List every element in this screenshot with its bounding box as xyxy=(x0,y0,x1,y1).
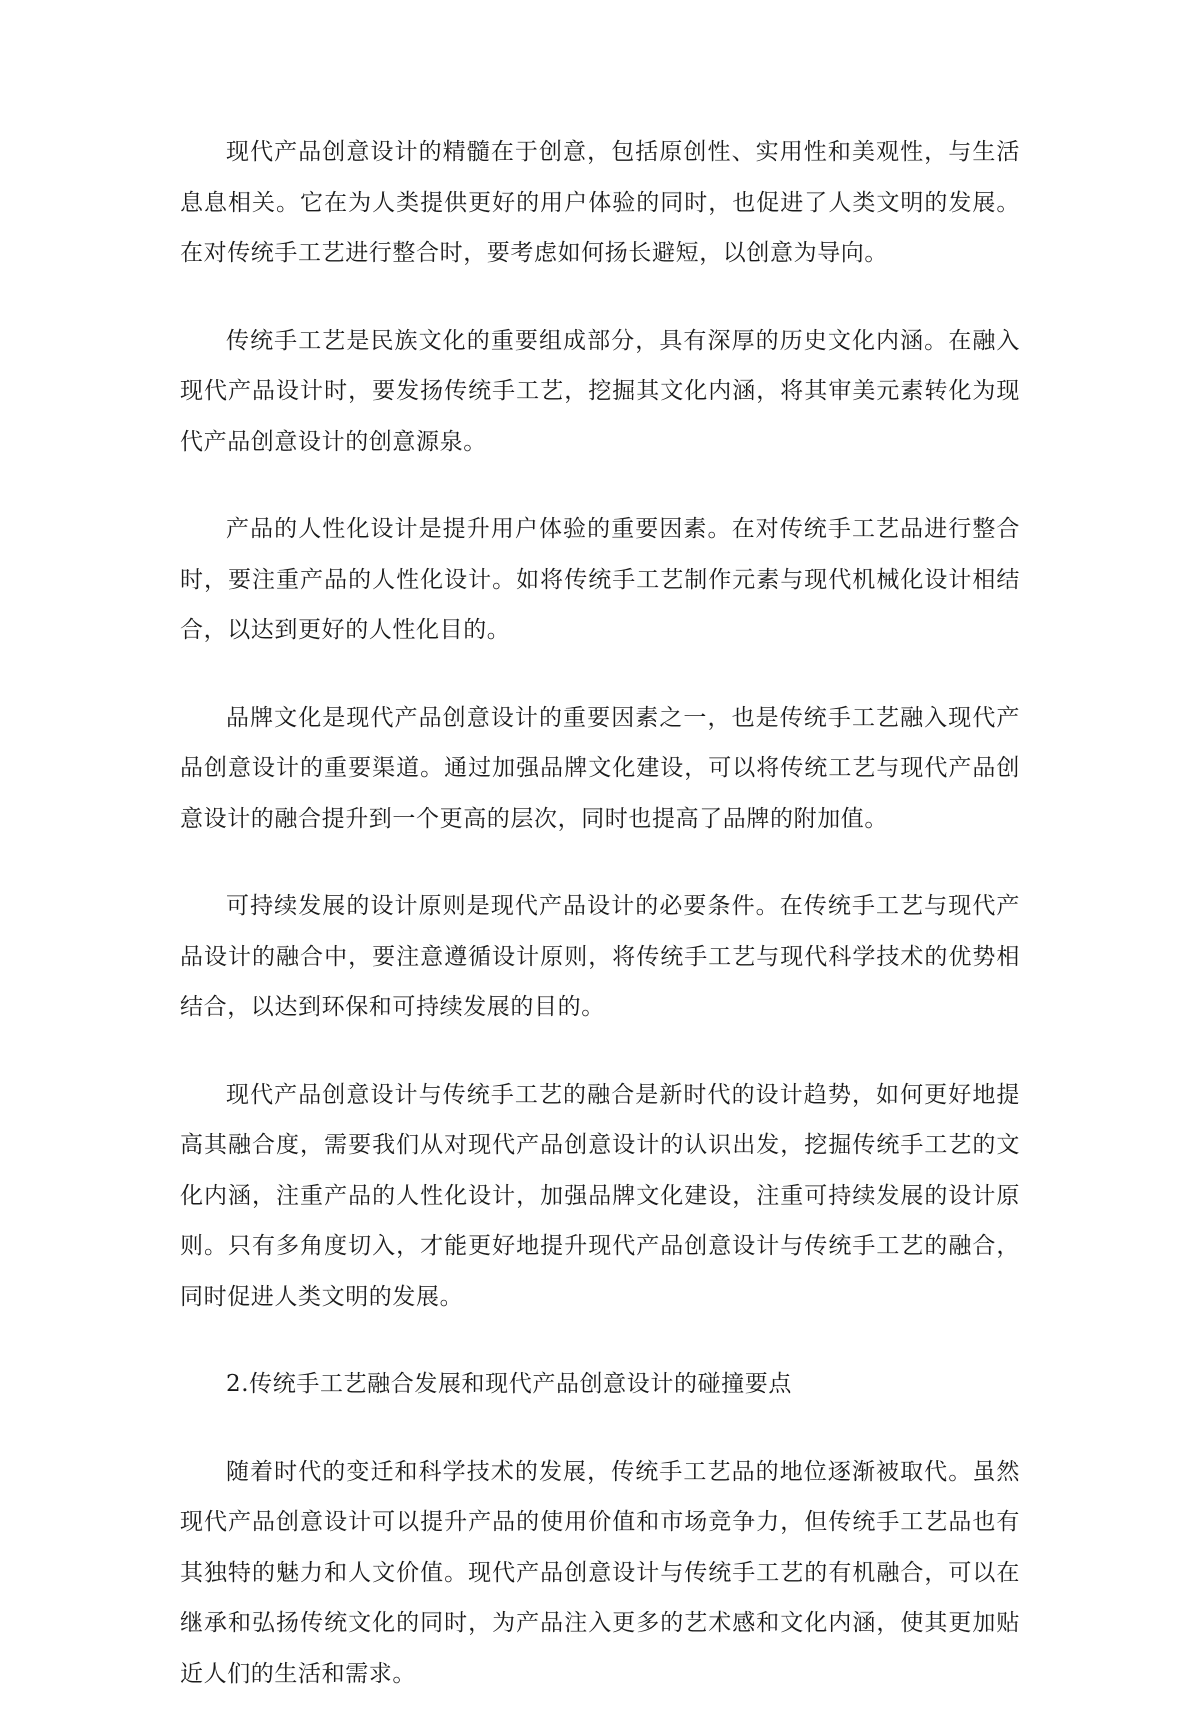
paragraph-sustainable-design: 可持续发展的设计原则是现代产品设计的必要条件。在传统手工艺与现代产品设计的融合中，要注意遵循设计原则，将传统手工艺与现代科学技术的优势相结合，以达到环保和可持续发展的目的。 xyxy=(180,893,1020,1020)
paragraph-creative-design: 现代产品创意设计的精髓在于创意，包括原创性、实用性和美观性，与生活息息相关。它在为人类提供更好的用户体验的同时，也促进了人类文明的发展。在对传统手工艺进行整合时，要考虑如何扬长避短，以创意为导向。 xyxy=(180,139,1020,266)
section-heading: 2.传统手工艺融合发展和现代产品创意设计的碰撞要点 xyxy=(226,1371,792,1397)
document-body xyxy=(180,127,1020,1736)
paragraph-brand-culture: 品牌文化是现代产品创意设计的重要因素之一，也是传统手工艺融入现代产品创意设计的重要渠道。通过加强品牌文化建设，可以将传统工艺与现代产品创意设计的融合提升到一个更高的层次，同时也提高了品牌的附加值。 xyxy=(180,704,1020,832)
paragraph-humanized-design: 产品的人性化设计是提升用户体验的重要因素。在对传统手工艺品进行整合时，要注重产品的人性化设计。如将传统手工艺制作元素与现代机械化设计相结合，以达到更好的人性化目的。 xyxy=(180,516,1020,643)
paragraph-traditional-craft: 传统手工艺是民族文化的重要组成部分，具有深厚的历史文化内涵。在融入现代产品设计时，要发扬传统手工艺，挖掘其文化内涵，将其审美元素转化为现代产品创意设计的创意源泉。 xyxy=(180,327,1020,455)
paragraph-closing: 随着时代的变迁和科学技术的发展，传统手工艺品的地位逐渐被取代。虽然现代产品创意设计可以提升产品的使用价值和市场竞争力，但传统手工艺品也有其独特的魅力和人文价值。现代产品创意设计与传统手工艺的有机融合，可以在继承和弘扬传统文化的同时，为产品注入更多的艺术感和文化内涵，使其更加贴近人们的生活和需求。 xyxy=(180,1458,1020,1687)
paragraph-summary: 现代产品创意设计与传统手工艺的融合是新时代的设计趋势，如何更好地提高其融合度，需要我们从对现代产品创意设计的认识出发，挖掘传统手工艺的文化内涵，注重产品的人性化设计，加强品牌文化建设，注重可持续发展的设计原则。只有多角度切入，才能更好地提升现代产品创意设计与传统手工艺的融合，同时促进人类文明的发展。 xyxy=(180,1081,1020,1310)
